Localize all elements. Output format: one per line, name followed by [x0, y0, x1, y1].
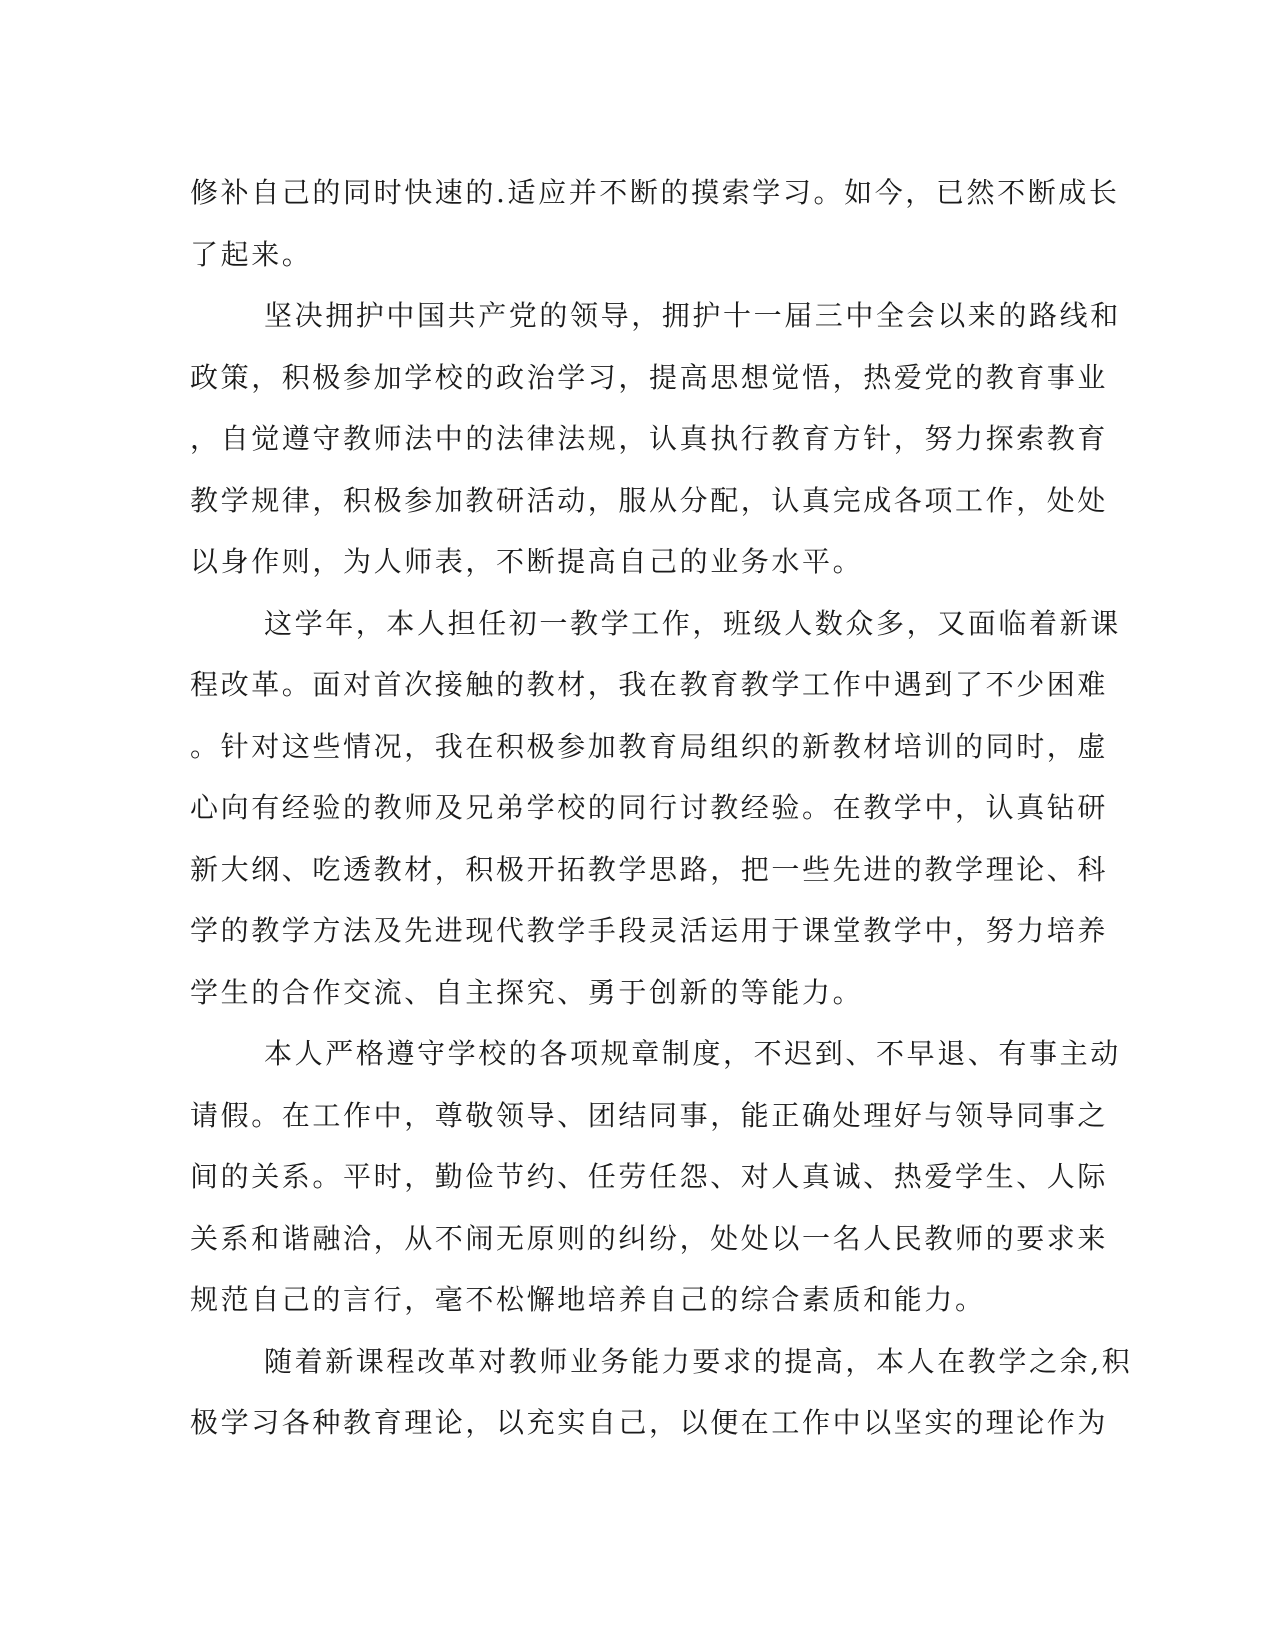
text-line: 教学规律，积极参加教研活动，服从分配，认真完成各项工作，处处 — [190, 483, 1109, 517]
text-line: 随着新课程改革对教师业务能力要求的提高，本人在教学之余,积 — [264, 1344, 1133, 1378]
text-line: 。针对这些情况，我在积极参加教育局组织的新教材培训的同时，虚 — [190, 729, 1109, 763]
text-line: 政策，积极参加学校的政治学习，提高思想觉悟，热爱党的教育事业 — [190, 360, 1109, 394]
text-line: 间的关系。平时，勤俭节约、任劳任怨、对人真诚、热爱学生、人际 — [190, 1160, 1109, 1193]
text-line: 关系和谐融洽，从不闹无原则的纠纷，处处以一名人民教师的要求来 — [190, 1221, 1109, 1255]
text-line: 了起来。 — [190, 237, 313, 271]
text-line: 请假。在工作中，尊敬领导、团结同事，能正确处理好与领导同事之 — [190, 1098, 1109, 1132]
text-line: 这学年，本人担任初一教学工作，班级人数众多，又面临着新课 — [264, 606, 1121, 640]
body-text — [190, 162, 1133, 1454]
text-line: 学的教学方法及先进现代教学手段灵活运用于课堂教学中，努力培养 — [190, 914, 1109, 947]
text-line: 极学习各种教育理论，以充实自己，以便在工作中以坚实的理论作为 — [190, 1406, 1109, 1439]
text-line: 规范自己的言行，毫不松懈地培养自己的综合素质和能力。 — [190, 1283, 986, 1316]
text-line: 新大纲、吃透教材，积极开拓教学思路，把一些先进的教学理论、科 — [190, 852, 1109, 886]
text-line: ，自觉遵守教师法中的法律法规，认真执行教育方针，努力探索教育 — [190, 422, 1109, 455]
text-line: 心向有经验的教师及兄弟学校的同行讨教经验。在教学中，认真钻研 — [190, 791, 1109, 824]
text-line: 学生的合作交流、自主探究、勇于创新的等能力。 — [190, 975, 864, 1009]
text-line: 本人严格遵守学校的各项规章制度，不迟到、不早退、有事主动 — [264, 1037, 1121, 1070]
text-line: 程改革。面对首次接触的教材，我在教育教学工作中遇到了不少困难 — [190, 668, 1109, 701]
text-line: 修补自己的同时快速的.适应并不断的摸索学习。如今，已然不断成长 — [190, 176, 1120, 209]
text-line: 坚决拥护中国共产党的领导，拥护十一届三中全会以来的路线和 — [264, 299, 1121, 332]
text-line: 以身作则，为人师表，不断提高自己的业务水平。 — [190, 545, 864, 578]
